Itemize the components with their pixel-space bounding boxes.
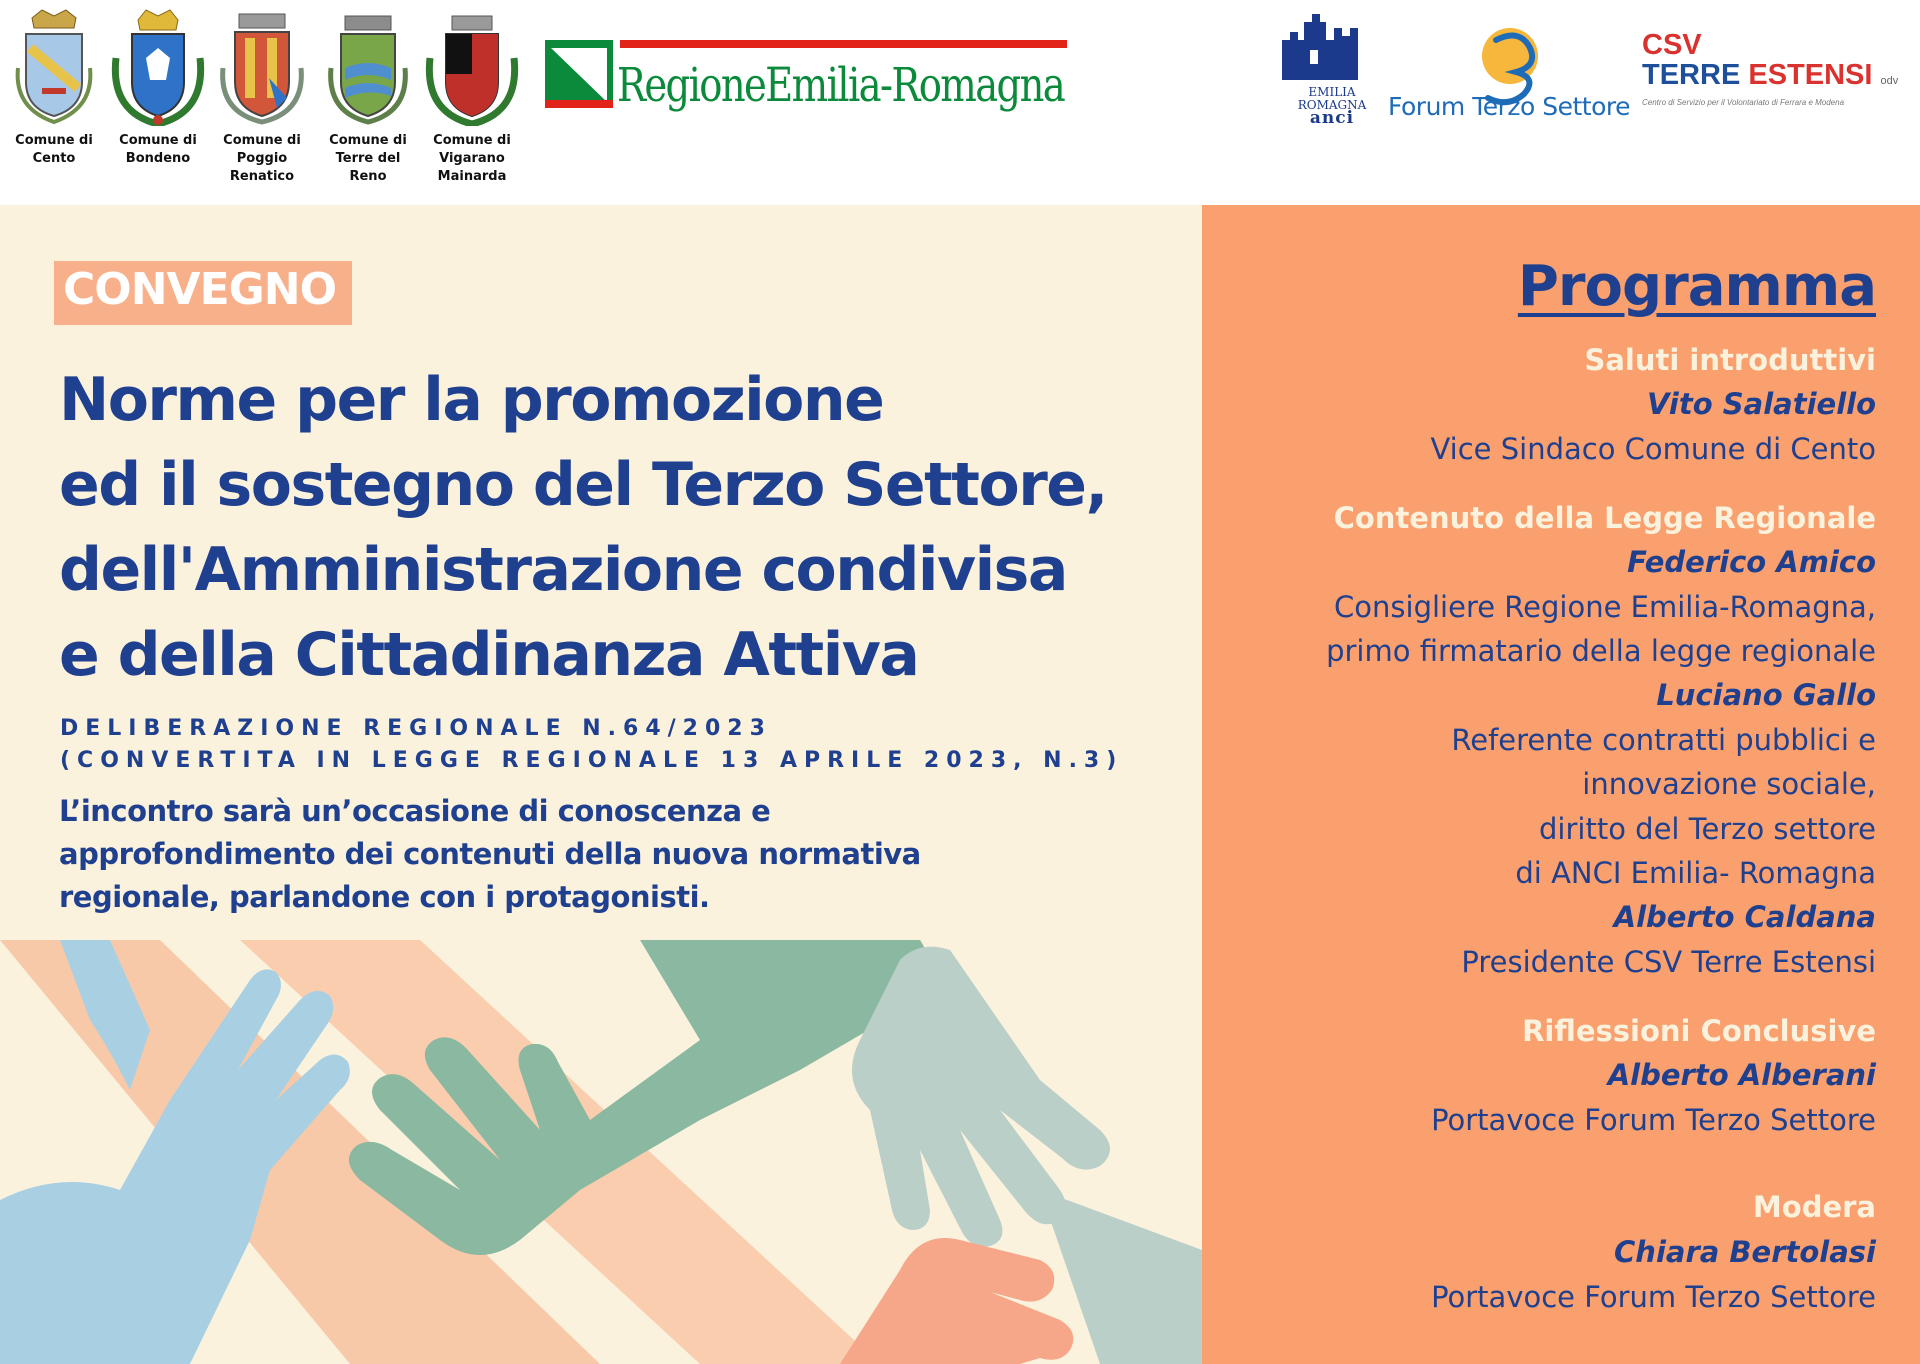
description-line-3: regionale, parlandone con i protagonisti. (59, 880, 710, 914)
anci-line-1: EMILIA (1308, 85, 1356, 99)
saluti-speaker-name: Vito Salatiello (1647, 387, 1876, 421)
contenuto-speaker2-role-4: di ANCI Emilia- Romagna (1515, 856, 1876, 890)
comune-label-terre-del-reno: Comune di Terre del Reno (329, 133, 407, 184)
anci-logo-text (1290, 85, 1374, 128)
contenuto-speaker2-role-3: diritto del Terzo settore (1539, 812, 1876, 846)
crest-bondeno (106, 8, 210, 168)
contenuto-speaker3-name: Alberto Caldana (1613, 900, 1876, 934)
joined-hands-illustration-icon (0, 940, 1202, 1364)
contenuto-speaker1-role-2: primo firmatario della legge regionale (1326, 634, 1876, 668)
csv-terre: TERRE (1642, 59, 1741, 91)
title-line-2: ed il sostegno del Terzo Settore, (59, 450, 1107, 520)
modera-speaker-role: Portavoce Forum Terzo Settore (1431, 1280, 1876, 1314)
terre-del-reno-coat-of-arms-icon (325, 8, 411, 126)
poggio-renatico-coat-of-arms-icon (217, 8, 307, 126)
delibera-line-2: (CONVERTITA IN LEGGE REGIONALE 13 APRILE 2023, N.3) (60, 748, 1124, 773)
convegno-label: CONVEGNO (63, 264, 336, 315)
contenuto-speaker2-role-2: innovazione sociale, (1582, 767, 1876, 801)
contenuto-speaker1-role-1: Consigliere Regione Emilia-Romagna, (1334, 590, 1876, 624)
anci-line-3: anci (1309, 108, 1355, 128)
csv-suffix: odv (1880, 75, 1899, 87)
programma-title: Programma (1517, 254, 1876, 319)
crest-cento (2, 8, 106, 168)
convegno-tag (54, 261, 352, 325)
crest-vigarano-mainarda (420, 8, 524, 186)
csv-tagline: Centro di Servizio per il Volontariato di Ferrara e Modena (1642, 98, 1845, 107)
crest-poggio-renatico (210, 8, 314, 186)
comune-label-bondeno: Comune di Bondeno (119, 133, 197, 166)
comune-label-cento: Comune di Cento (15, 133, 93, 166)
delibera-line-1: DELIBERAZIONE REGIONALE N.64/2023 (60, 716, 772, 741)
title-line-1: Norme per la promozione (59, 365, 884, 435)
modera-speaker-name: Chiara Bertolasi (1614, 1235, 1876, 1269)
csv-estensi: ESTENSI (1748, 59, 1873, 91)
riflessioni-speaker-role: Portavoce Forum Terzo Settore (1431, 1103, 1876, 1137)
event-title (59, 358, 1199, 698)
crest-terre-del-reno (316, 8, 420, 186)
csv-terre-estensi-logo (1642, 30, 1902, 120)
riflessioni-heading: Riflessioni Conclusive (1522, 1014, 1876, 1048)
title-line-4: e della Cittadinanza Attiva (59, 620, 919, 690)
title-line-3: dell'Amministrazione condivisa (59, 535, 1067, 605)
saluti-speaker-role: Vice Sindaco Comune di Cento (1430, 432, 1876, 466)
event-description (59, 790, 1059, 919)
regione-emilia-romagna-logo (545, 36, 1067, 122)
description-line-1: L’incontro sarà un’occasione di conoscenza e (59, 794, 771, 828)
csv-line-2 (1642, 60, 1902, 96)
regione-flag-icon (545, 40, 613, 110)
deliberazione-reference (60, 713, 1123, 777)
comune-label-poggio-renatico: Comune di Poggio Renatico (223, 133, 301, 184)
contenuto-speaker2-name: Luciano Gallo (1656, 678, 1876, 712)
description-line-2: approfondimento dei contenuti della nuova normativa (59, 837, 921, 871)
saluti-heading: Saluti introduttivi (1584, 343, 1876, 377)
vigarano-mainarda-coat-of-arms-icon (424, 8, 520, 126)
contenuto-speaker1-name: Federico Amico (1627, 545, 1876, 579)
contenuto-speaker3-role: Presidente CSV Terre Estensi (1461, 945, 1876, 979)
riflessioni-speaker-name: Alberto Alberani (1607, 1058, 1876, 1092)
contenuto-speaker2-role-1: Referente contratti pubblici e (1451, 723, 1876, 757)
regione-logo-text: RegioneEmilia-Romagna (617, 58, 1065, 113)
bondeno-coat-of-arms-icon (110, 8, 206, 126)
csv-line-1: CSV (1642, 29, 1702, 61)
modera-heading: Modera (1752, 1190, 1876, 1224)
anci-line-2: ROMAGNA (1297, 98, 1367, 112)
header-logo-bar (0, 0, 1920, 205)
regione-red-stripe (620, 40, 1067, 48)
cento-coat-of-arms-icon (12, 8, 96, 126)
forum-terzo-settore-text: Forum Terzo Settore (1388, 92, 1631, 121)
comune-label-vigarano-mainarda: Comune di Vigarano Mainarda (433, 133, 511, 184)
contenuto-heading: Contenuto della Legge Regionale (1333, 501, 1876, 535)
